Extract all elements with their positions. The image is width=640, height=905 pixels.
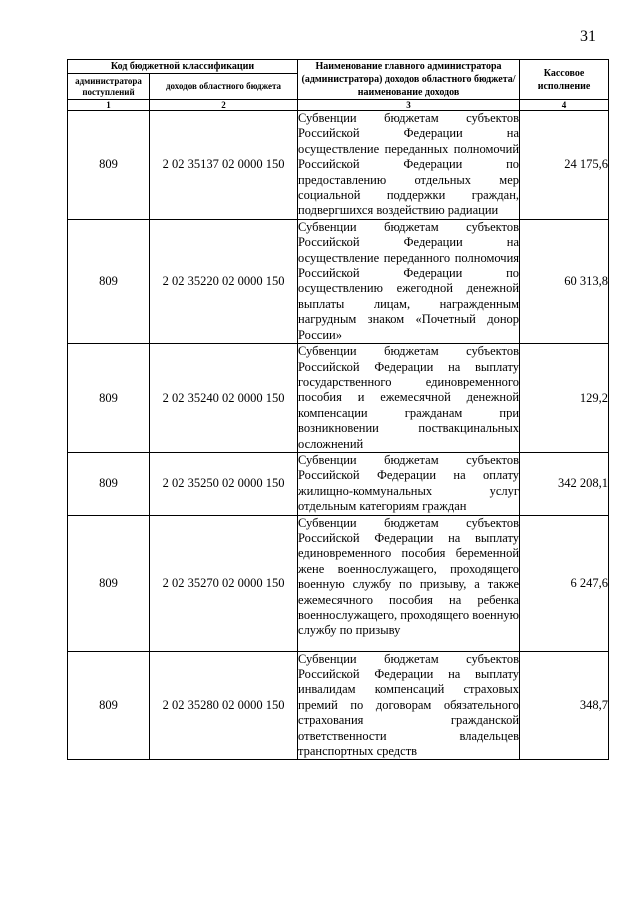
column-number: 1 xyxy=(68,100,150,111)
income-code-cell: 2 02 35250 02 0000 150 xyxy=(150,452,298,515)
admin-code-cell: 809 xyxy=(68,452,150,515)
income-name-cell: Субвенции бюджетам субъектов Российской Федерации на выплату единовременного пособия беременной жене военнослужащего, проходящего военную службу по призыву, а также ежемесячного пособия на ребенка военнослужащего, проходящего военную службу по призыву xyxy=(298,515,520,651)
classification-header: Код бюджетной классификации xyxy=(68,60,298,74)
column-number: 3 xyxy=(298,100,520,111)
table-row xyxy=(68,651,609,760)
admin-code-cell: 809 xyxy=(68,651,150,760)
income-header: доходов областного бюджета xyxy=(150,74,298,100)
column-number-row xyxy=(68,100,609,111)
income-name-cell: Субвенции бюджетам субъектов Российской Федерации на осуществление переданных полномочий Российской Федерации по предоставлению отдельных мер социальной поддержки граждан, подвергшихся воздействию радиации xyxy=(298,111,520,218)
admin-code-cell: 809 xyxy=(68,344,150,453)
column-number: 2 xyxy=(150,100,298,111)
admin-header: администратора поступлений xyxy=(68,74,150,100)
amount-cell: 129,2 xyxy=(520,344,609,453)
income-name-cell: Субвенции бюджетам субъектов Российской Федерации на оплату жилищно-коммунальных услуг отдельным категориям граждан xyxy=(298,452,520,514)
amount-cell: 60 313,8 xyxy=(520,219,609,343)
table-row xyxy=(68,344,609,453)
header-row-top xyxy=(68,60,609,74)
amount-header: Кассовое исполнение xyxy=(520,60,609,100)
income-name-cell: Субвенции бюджетам субъектов Российской Федерации на выплату государственного единовременного пособия и ежемесячной денежной компенсации гражданам при возникновении поствакцинальных осложнений xyxy=(298,344,520,451)
amount-cell: 24 175,6 xyxy=(520,111,609,220)
income-code-cell: 2 02 35240 02 0000 150 xyxy=(150,344,298,453)
income-name-cell: Субвенции бюджетам субъектов Российской Федерации на осуществление переданного полномочия Российской Федерации по осуществлению ежегодной денежной выплаты лицам, награжденным нагрудным знаком «Почетный донор России» xyxy=(298,219,520,342)
admin-code-cell: 809 xyxy=(68,111,150,220)
table-row xyxy=(68,219,609,343)
income-code-cell: 2 02 35220 02 0000 150 xyxy=(150,219,298,343)
income-code-cell: 2 02 35270 02 0000 150 xyxy=(150,515,298,651)
name-header: Наименование главного администратора (администратора) доходов областного бюджета/ наименование доходов xyxy=(298,60,520,100)
admin-code-cell: 809 xyxy=(68,515,150,651)
column-number: 4 xyxy=(520,100,609,111)
table-row xyxy=(68,452,609,515)
income-code-cell: 2 02 35280 02 0000 150 xyxy=(150,651,298,760)
budget-table xyxy=(67,59,609,760)
income-code-cell: 2 02 35137 02 0000 150 xyxy=(150,111,298,220)
admin-code-cell: 809 xyxy=(68,219,150,343)
amount-cell: 348,7 xyxy=(520,651,609,760)
amount-cell: 6 247,6 xyxy=(520,515,609,651)
table-row xyxy=(68,111,609,220)
table-row xyxy=(68,515,609,651)
income-name-cell: Субвенции бюджетам субъектов Российской Федерации на выплату инвалидам компенсаций страховых премий по договорам обязательного страхования гражданской ответственности владельцев транспортных средств xyxy=(298,651,520,758)
amount-cell: 342 208,1 xyxy=(520,452,609,515)
page-number: 31 xyxy=(580,28,596,45)
